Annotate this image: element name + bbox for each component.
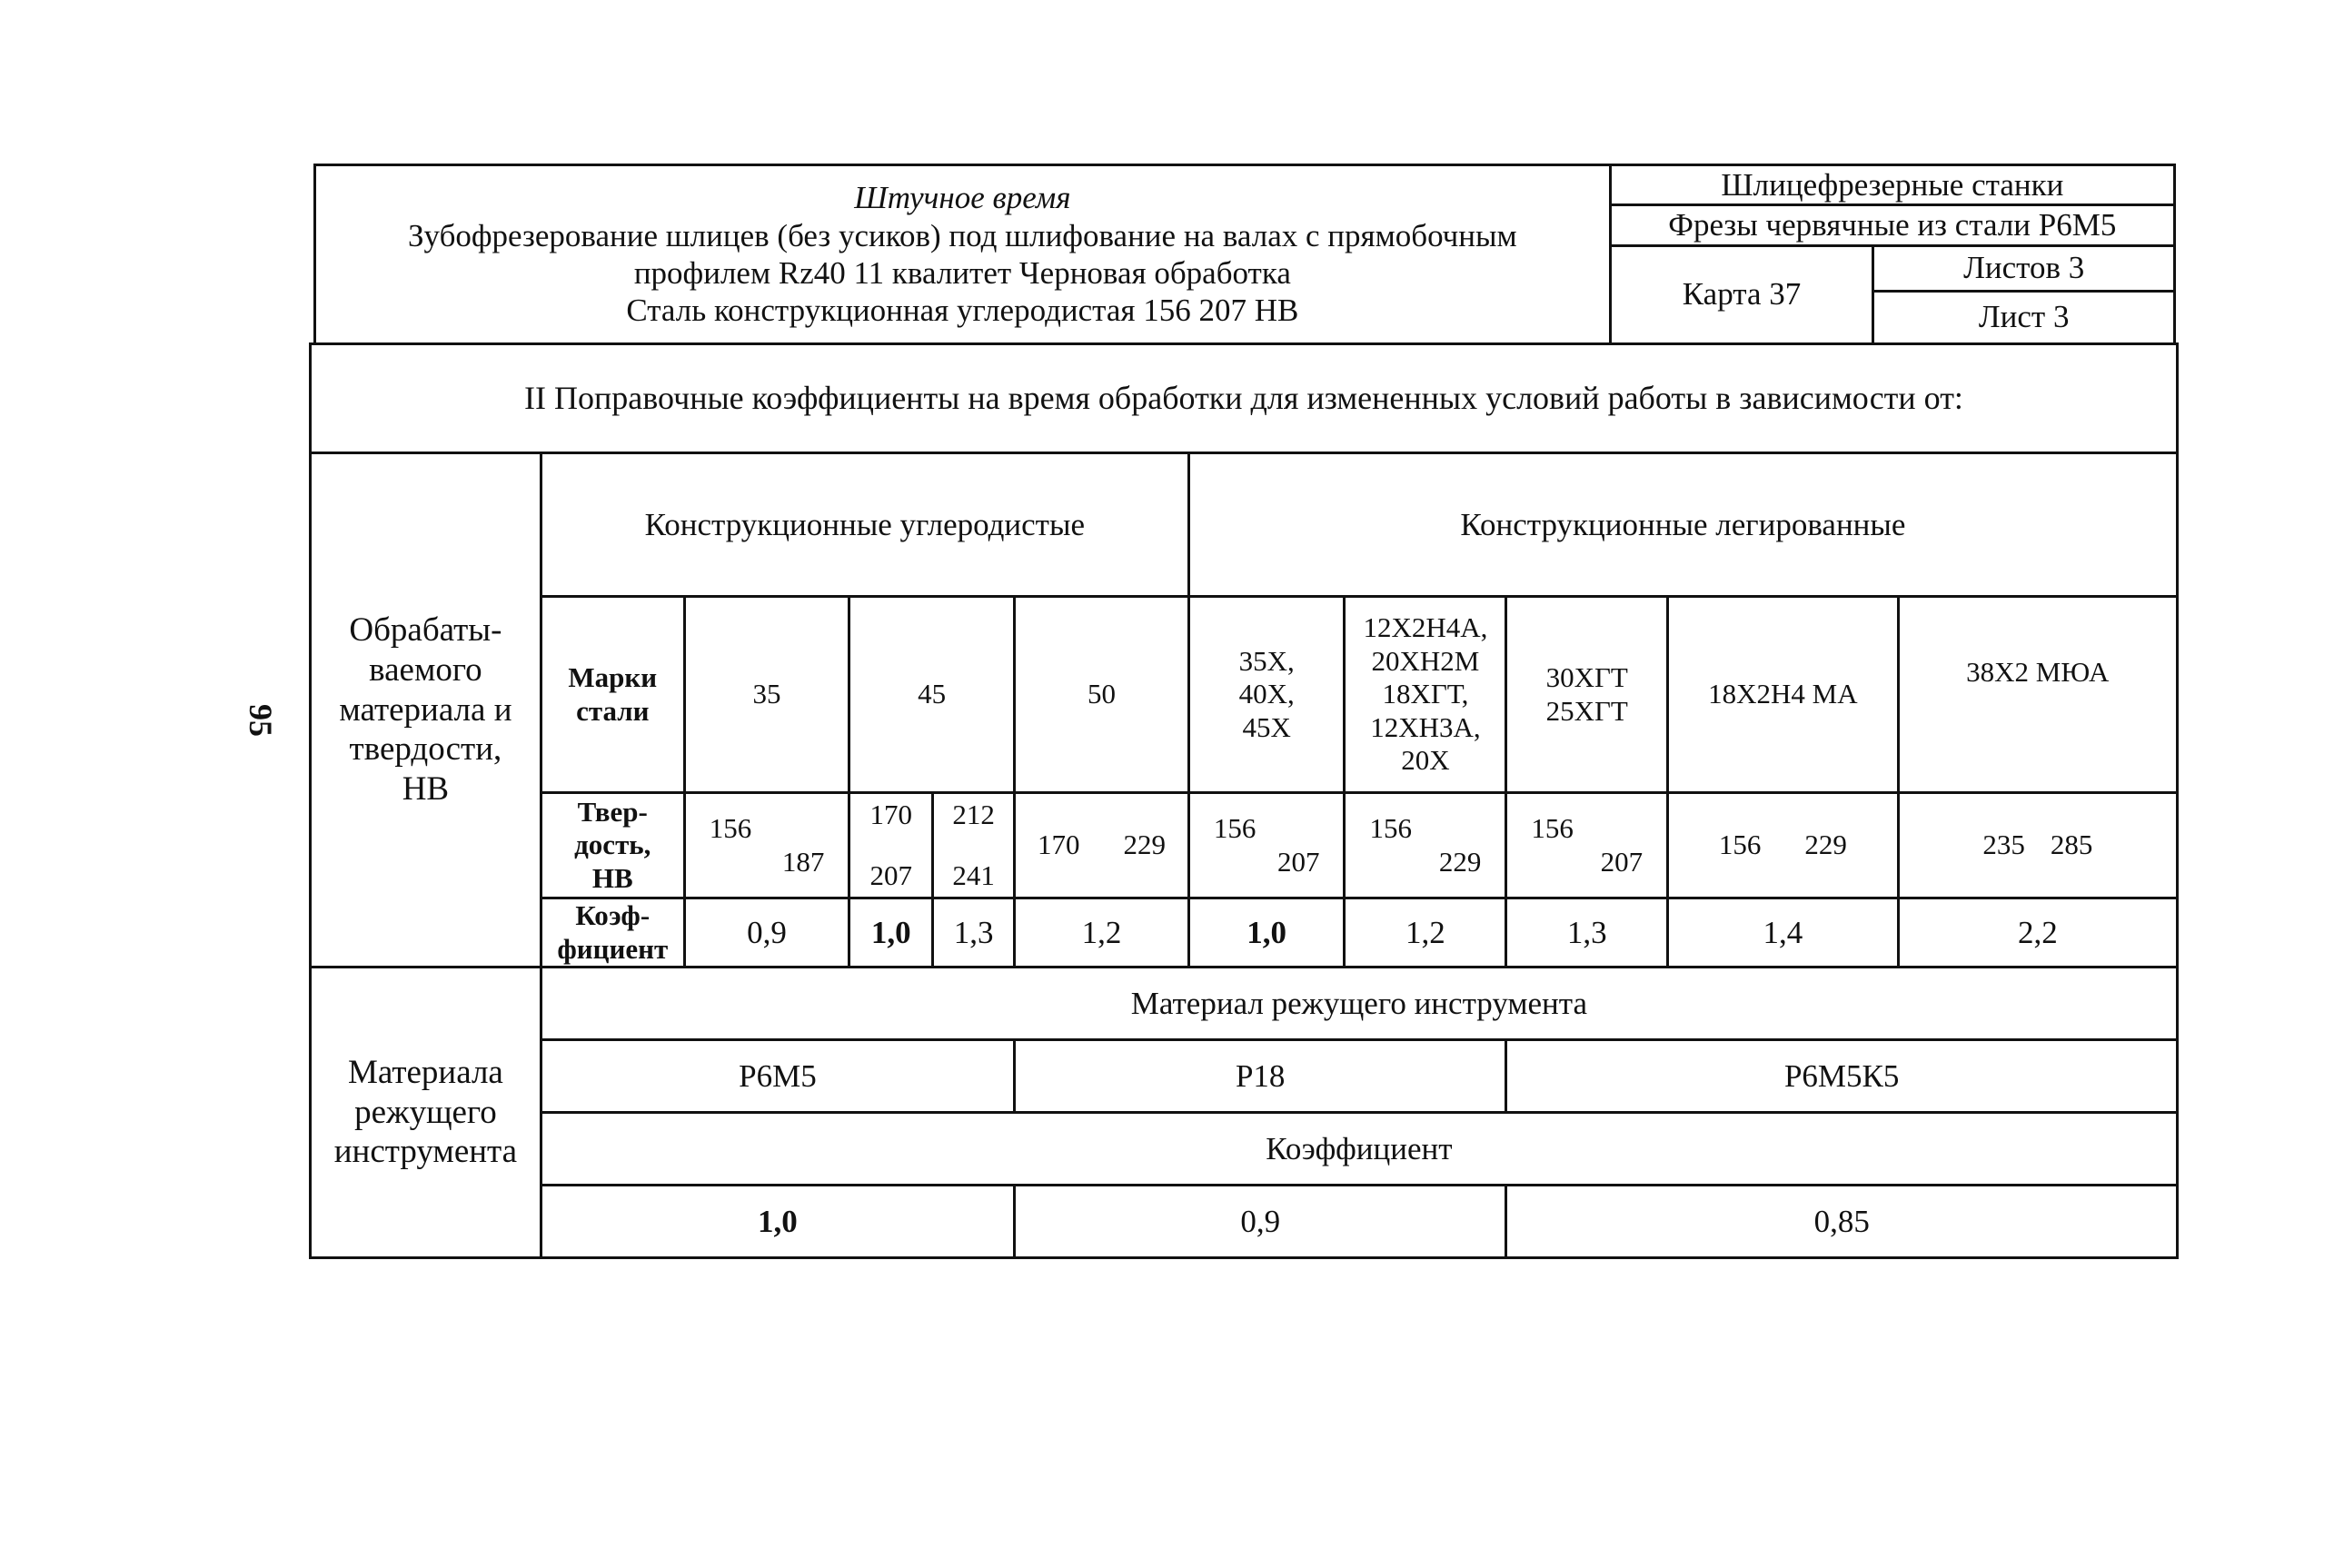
coef-12x2n4a: 1,2 (1345, 898, 1506, 968)
hardness-max: 241 (952, 858, 995, 891)
hardness-label-line: НВ (591, 861, 633, 894)
coef-45b: 1,3 (933, 898, 1015, 968)
grades-label (541, 597, 684, 793)
hardness-max: 207 (869, 858, 912, 891)
grade-line: 20Х (1401, 744, 1450, 777)
grade-18x2n4ma: 18Х2Н4 МА (1668, 597, 1899, 793)
coef-label (541, 898, 684, 968)
grade-line: 30ХГТ (1545, 660, 1628, 693)
tool-material-p6m5: Р6М5 (541, 1040, 1014, 1113)
sheets-total-cell: Листов 3 (1873, 245, 2175, 291)
grade-12x2n4a-group (1345, 597, 1506, 793)
tool-coef-p6m5: 1,0 (541, 1186, 1014, 1258)
material-label-line: ваемого (369, 651, 482, 690)
coef-label-line: фициент (557, 932, 669, 965)
tool-cell: Фрезы червячные из стали Р6М5 (1610, 205, 2174, 245)
grade-35x-40x-45x (1188, 597, 1345, 793)
hardness-min: 156 (709, 811, 752, 844)
header-description (315, 165, 1611, 344)
grade-45: 45 (849, 597, 1015, 793)
section-title: II Поправочные коэффициенты на время обработки для измененных условий работы в зависимости от: (311, 344, 2178, 453)
coef-38x2myua: 2,2 (1898, 898, 2177, 968)
hardness-max: 285 (2050, 829, 2093, 861)
coef-50: 1,2 (1015, 898, 1189, 968)
group-alloy: Конструкционные легированные (1188, 453, 2177, 597)
page-number: 95 (243, 704, 279, 737)
tool-coef-p18: 0,9 (1015, 1186, 1506, 1258)
header-line-2: профилем Rz40 11 квалитет Черновая обработка (633, 254, 1291, 291)
grade-line: 20ХН2М (1371, 644, 1480, 677)
group-carbon: Конструкционные углеродистые (541, 453, 1188, 597)
hardness-45b (933, 793, 1015, 898)
coef-35x: 1,0 (1188, 898, 1345, 968)
coef-18x2n4ma: 1,4 (1668, 898, 1899, 968)
coef-label-line: Коэф- (575, 899, 651, 931)
material-label-line: твердости, (349, 730, 502, 769)
material-label-line: Обрабаты- (349, 611, 502, 650)
hardness-label-line: Твер- (577, 795, 648, 828)
tool-material-p18: Р18 (1015, 1040, 1506, 1113)
hardness-label (541, 793, 684, 898)
coefficients-table (309, 342, 2179, 1259)
coef-35: 0,9 (684, 898, 849, 968)
tool-coef-p6m5k5: 0,85 (1506, 1186, 2178, 1258)
hardness-max: 229 (1123, 829, 1166, 861)
hardness-35 (684, 793, 849, 898)
grades-label-line: стали (576, 694, 650, 727)
grade-30xgt-25xgt (1506, 597, 1668, 793)
header-line-3: Сталь конструкционная углеродистая 156 207 НВ (626, 293, 1299, 329)
hardness-35x (1188, 793, 1345, 898)
hardness-min: 156 (1213, 811, 1256, 844)
card-cell: Карта 37 (1610, 245, 1873, 343)
tool-label-line: Материала (347, 1054, 503, 1092)
material-label-line: материала и (339, 690, 512, 729)
sheet-cell: Лист 3 (1873, 291, 2175, 343)
hardness-50 (1015, 793, 1189, 898)
hardness-min: 156 (1531, 811, 1574, 844)
hardness-min: 212 (952, 798, 995, 830)
tool-label-line: режущего (354, 1093, 497, 1131)
header-table (313, 164, 2176, 345)
hardness-max: 187 (781, 845, 825, 878)
tool-label-line: инструмента (333, 1133, 518, 1171)
hardness-max: 229 (1804, 829, 1847, 861)
hardness-max: 207 (1276, 845, 1320, 878)
header-line-1: Зубофрезерование шлицев (без усиков) под шлифование на валах с прямобочным (408, 217, 1517, 253)
grade-line: 18ХГТ, (1382, 678, 1469, 710)
tool-material-header: Материал режущего инструмента (541, 968, 2177, 1040)
tool-material-p6m5k5: Р6М5К5 (1506, 1040, 2178, 1113)
hardness-max: 207 (1600, 845, 1644, 878)
hardness-min: 170 (869, 798, 912, 830)
grade-line: 12ХН3А, (1370, 710, 1481, 743)
grade-line: 45Х (1242, 710, 1291, 743)
hardness-min: 156 (1369, 811, 1412, 844)
hardness-38x2myua (1898, 793, 2177, 898)
coef-45a: 1,0 (849, 898, 933, 968)
hardness-min: 156 (1718, 829, 1762, 861)
hardness-18x2n4ma (1668, 793, 1899, 898)
hardness-label-line: дость, (574, 829, 651, 861)
grade-line: 40Х, (1238, 678, 1295, 710)
hardness-12x2n4a (1345, 793, 1506, 898)
hardness-min: 235 (1982, 829, 2025, 861)
grade-line: 25ХГТ (1545, 694, 1628, 727)
hardness-max: 229 (1438, 845, 1482, 878)
grade-35: 35 (684, 597, 849, 793)
material-row-label (311, 453, 541, 968)
tool-row-label (311, 968, 541, 1258)
hardness-45a (849, 793, 933, 898)
grade-line: 35Х, (1238, 644, 1295, 677)
machine-cell: Шлицефрезерные станки (1610, 165, 2174, 205)
grade-line: 12Х2Н4А, (1363, 611, 1488, 644)
grade-38x2myua: 38Х2 МЮА (1898, 597, 2177, 793)
coef-30xgt: 1,3 (1506, 898, 1668, 968)
hardness-min: 170 (1037, 829, 1080, 861)
grades-label-line: Марки (568, 660, 658, 693)
material-label-line: НВ (402, 770, 450, 809)
tool-coef-header: Коэффициент (541, 1113, 2177, 1186)
grade-50: 50 (1015, 597, 1189, 793)
hardness-30xgt (1506, 793, 1668, 898)
header-title: Штучное время (854, 180, 1071, 216)
